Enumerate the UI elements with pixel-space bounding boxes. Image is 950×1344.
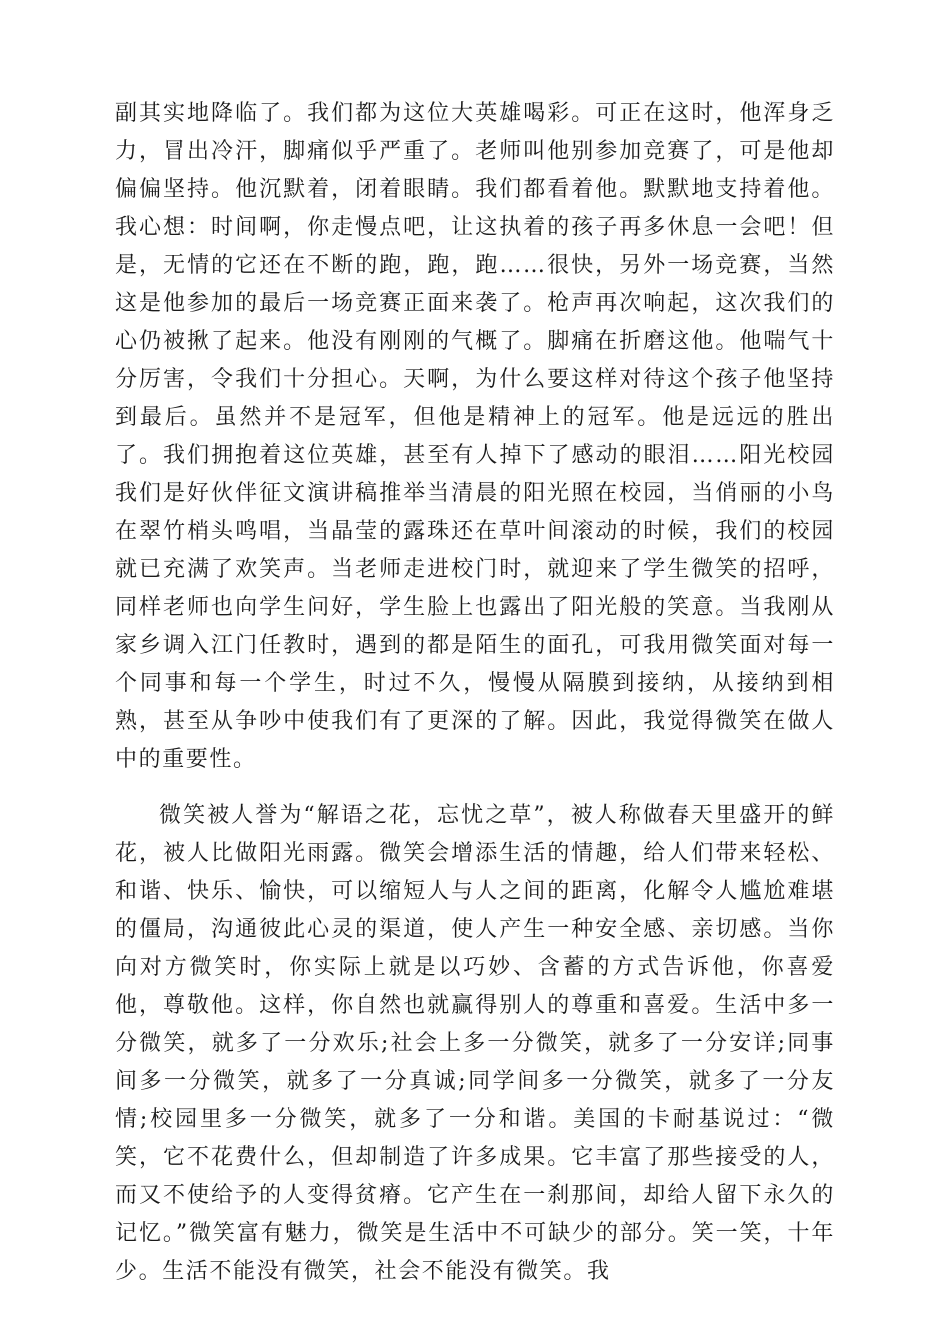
body-text — [115, 95, 835, 1291]
paragraph-2: 微笑被人誉为“解语之花，忘忧之草”，被人称做春天里盛开的鲜花，被人比做阳光雨露。微笑会增添生活的情趣，给人们带来轻松、和谐、快乐、愉快，可以缩短人与人之间的距离，化解令人尴尬难堪的僵局，沟通彼此心灵的渠道，使人产生一种安全感、亲切感。当你向对方微笑时，你实际上就是以巧妙、含蓄的方式告诉他，你喜爱他，尊敬他。这样，你自然也就赢得别人的尊重和喜爱。生活中多一分微笑，就多了一分欢乐;社会上多一分微笑，就多了一分安详;同事间多一分微笑，就多了一分真诚;同学间多一分微笑，就多了一分友情;校园里多一分微笑，就多了一分和谐。美国的卡耐基说过：“微笑，它不花费什么，但却制造了许多成果。它丰富了那些接受的人，而又不使给予的人变得贫瘠。它产生在一刹那间，却给人留下永久的记忆。”微笑富有魅力，微笑是生活中不可缺少的部分。笑一笑，十年少。生活不能没有微笑，社会不能没有微笑。我 — [115, 803, 835, 1284]
paragraph-1: 副其实地降临了。我们都为这位大英雄喝彩。可正在这时，他浑身乏力，冒出冷汗，脚痛似乎严重了。老师叫他别参加竞赛了，可是他却偏偏坚持。他沉默着，闭着眼睛。我们都看着他。默默地支持着他。我心想：时间啊，你走慢点吧，让这执着的孩子再多休息一会吧！但是，无情的它还在不断的跑，跑，跑……很快，另外一场竞赛，当然这是他参加的最后一场竞赛正面来袭了。枪声再次响起，这次我们的心仍被揪了起来。他没有刚刚的气概了。脚痛在折磨这他。他喘气十分厉害，令我们十分担心。天啊，为什么要这样对待这个孩子他坚持到最后。虽然并不是冠军，但他是精神上的冠军。他是远远的胜出了。我们拥抱着这位英雄，甚至有人掉下了感动的眼泪……阳光校园我们是好伙伴征文演讲稿推举当清晨的阳光照在校园，当俏丽的小鸟在翠竹梢头鸣唱，当晶莹的露珠还在草叶间滚动的时候，我们的校园就已充满了欢笑声。当老师走进校门时，就迎来了学生微笑的招呼，同样老师也向学生问好，学生脸上也露出了阳光般的笑意。当我刚从家乡调入江门任教时，遇到的都是陌生的面孔，可我用微笑面对每一个同事和每一个学生，时过不久，慢慢从隔膜到接纳，从接纳到相熟，甚至从争吵中使我们有了更深的了解。因此，我觉得微笑在做人中的重要性。 — [115, 101, 835, 772]
